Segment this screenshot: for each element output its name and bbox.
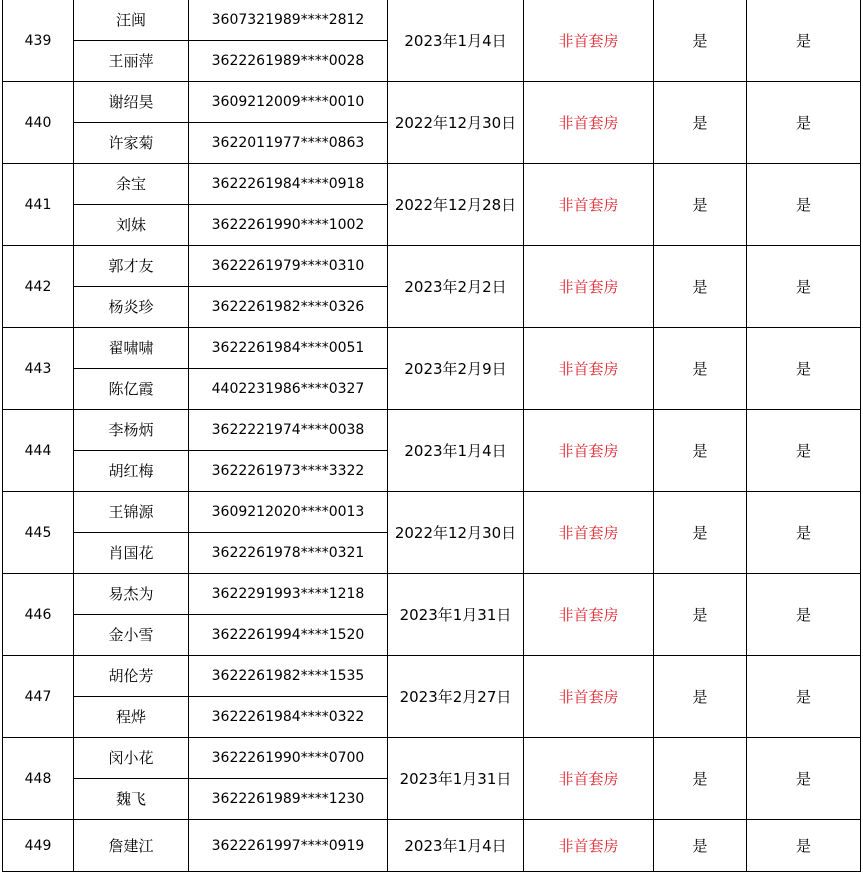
id-number-cell: 3622261984****0322	[189, 697, 388, 738]
applicant-name-cell: 陈亿霞	[74, 369, 189, 410]
id-number-cell: 3622261994****1520	[189, 615, 388, 656]
applicant-name-cell: 易杰为	[74, 574, 189, 615]
applicant-name-cell: 魏飞	[74, 779, 189, 820]
condition-2-cell: 是	[747, 820, 861, 872]
applicant-name-cell: 闵小花	[74, 738, 189, 779]
housing-type-cell: 非首套房	[524, 0, 654, 82]
record-number-cell: 443	[3, 328, 74, 410]
id-number-cell: 3609212009****0010	[189, 82, 388, 123]
id-number-cell: 3622011977****0863	[189, 123, 388, 164]
applicant-name-cell: 王锦源	[74, 492, 189, 533]
condition-1-cell: 是	[654, 656, 747, 738]
record-number-cell: 441	[3, 164, 74, 246]
record-number-cell: 439	[3, 0, 74, 82]
id-number-cell: 3622261984****0051	[189, 328, 388, 369]
condition-2-cell: 是	[747, 410, 861, 492]
condition-1-cell: 是	[654, 820, 747, 872]
table-row	[3, 328, 861, 369]
applicant-name-cell: 李杨炳	[74, 410, 189, 451]
purchase-date-cell: 2023年2月2日	[388, 246, 524, 328]
housing-type-cell: 非首套房	[524, 246, 654, 328]
purchase-date-cell: 2023年1月4日	[388, 0, 524, 82]
condition-1-cell: 是	[654, 738, 747, 820]
applicant-name-cell: 金小雪	[74, 615, 189, 656]
id-number-cell: 3609212020****0013	[189, 492, 388, 533]
housing-type-cell: 非首套房	[524, 410, 654, 492]
condition-2-cell: 是	[747, 0, 861, 82]
condition-2-cell: 是	[747, 164, 861, 246]
housing-type-cell: 非首套房	[524, 164, 654, 246]
housing-type-cell: 非首套房	[524, 328, 654, 410]
condition-1-cell: 是	[654, 410, 747, 492]
id-number-cell: 4402231986****0327	[189, 369, 388, 410]
condition-2-cell: 是	[747, 738, 861, 820]
id-number-cell: 3622261997****0919	[189, 820, 388, 872]
applicant-name-cell: 谢绍昊	[74, 82, 189, 123]
table-row	[3, 164, 861, 205]
housing-record-table	[2, 0, 861, 872]
housing-type-cell: 非首套房	[524, 492, 654, 574]
housing-type-cell: 非首套房	[524, 656, 654, 738]
condition-2-cell: 是	[747, 492, 861, 574]
applicant-name-cell: 翟啸啸	[74, 328, 189, 369]
applicant-name-cell: 许家菊	[74, 123, 189, 164]
housing-type-cell: 非首套房	[524, 574, 654, 656]
id-number-cell: 3622261990****1002	[189, 205, 388, 246]
condition-1-cell: 是	[654, 164, 747, 246]
condition-1-cell: 是	[654, 328, 747, 410]
table-row	[3, 738, 861, 779]
purchase-date-cell: 2023年1月4日	[388, 820, 524, 872]
applicant-name-cell: 刘妹	[74, 205, 189, 246]
record-number-cell: 444	[3, 410, 74, 492]
id-number-cell: 3607321989****2812	[189, 0, 388, 41]
condition-2-cell: 是	[747, 656, 861, 738]
housing-type-cell: 非首套房	[524, 738, 654, 820]
applicant-name-cell: 詹建江	[74, 820, 189, 872]
table-row	[3, 492, 861, 533]
condition-2-cell: 是	[747, 82, 861, 164]
id-number-cell: 3622261982****1535	[189, 656, 388, 697]
condition-2-cell: 是	[747, 574, 861, 656]
condition-2-cell: 是	[747, 328, 861, 410]
purchase-date-cell: 2023年1月4日	[388, 410, 524, 492]
table-row	[3, 0, 861, 41]
condition-1-cell: 是	[654, 574, 747, 656]
purchase-date-cell: 2023年1月31日	[388, 574, 524, 656]
applicant-name-cell: 王丽萍	[74, 41, 189, 82]
purchase-date-cell: 2022年12月30日	[388, 492, 524, 574]
purchase-date-cell: 2023年2月27日	[388, 656, 524, 738]
condition-1-cell: 是	[654, 0, 747, 82]
id-number-cell: 3622261973****3322	[189, 451, 388, 492]
table-row	[3, 820, 861, 872]
purchase-date-cell: 2023年1月31日	[388, 738, 524, 820]
condition-2-cell: 是	[747, 246, 861, 328]
housing-type-cell: 非首套房	[524, 820, 654, 872]
applicant-name-cell: 汪闽	[74, 0, 189, 41]
applicant-name-cell: 杨炎珍	[74, 287, 189, 328]
purchase-date-cell: 2022年12月28日	[388, 164, 524, 246]
condition-1-cell: 是	[654, 246, 747, 328]
table-row	[3, 410, 861, 451]
id-number-cell: 3622261982****0326	[189, 287, 388, 328]
id-number-cell: 3622261979****0310	[189, 246, 388, 287]
table-row	[3, 82, 861, 123]
id-number-cell: 3622261989****0028	[189, 41, 388, 82]
record-number-cell: 446	[3, 574, 74, 656]
record-number-cell: 448	[3, 738, 74, 820]
record-number-cell: 447	[3, 656, 74, 738]
applicant-name-cell: 胡伦芳	[74, 656, 189, 697]
table-row	[3, 246, 861, 287]
record-number-cell: 449	[3, 820, 74, 872]
housing-type-cell: 非首套房	[524, 82, 654, 164]
table-row	[3, 574, 861, 615]
applicant-name-cell: 肖国花	[74, 533, 189, 574]
condition-1-cell: 是	[654, 82, 747, 164]
purchase-date-cell: 2023年2月9日	[388, 328, 524, 410]
applicant-name-cell: 余宝	[74, 164, 189, 205]
purchase-date-cell: 2022年12月30日	[388, 82, 524, 164]
id-number-cell: 3622261990****0700	[189, 738, 388, 779]
id-number-cell: 3622261978****0321	[189, 533, 388, 574]
condition-1-cell: 是	[654, 492, 747, 574]
table-row	[3, 656, 861, 697]
id-number-cell: 3622261989****1230	[189, 779, 388, 820]
id-number-cell: 3622261984****0918	[189, 164, 388, 205]
id-number-cell: 3622221974****0038	[189, 410, 388, 451]
applicant-name-cell: 胡红梅	[74, 451, 189, 492]
id-number-cell: 3622291993****1218	[189, 574, 388, 615]
applicant-name-cell: 郭才友	[74, 246, 189, 287]
record-number-cell: 442	[3, 246, 74, 328]
record-number-cell: 445	[3, 492, 74, 574]
applicant-name-cell: 程烨	[74, 697, 189, 738]
record-number-cell: 440	[3, 82, 74, 164]
